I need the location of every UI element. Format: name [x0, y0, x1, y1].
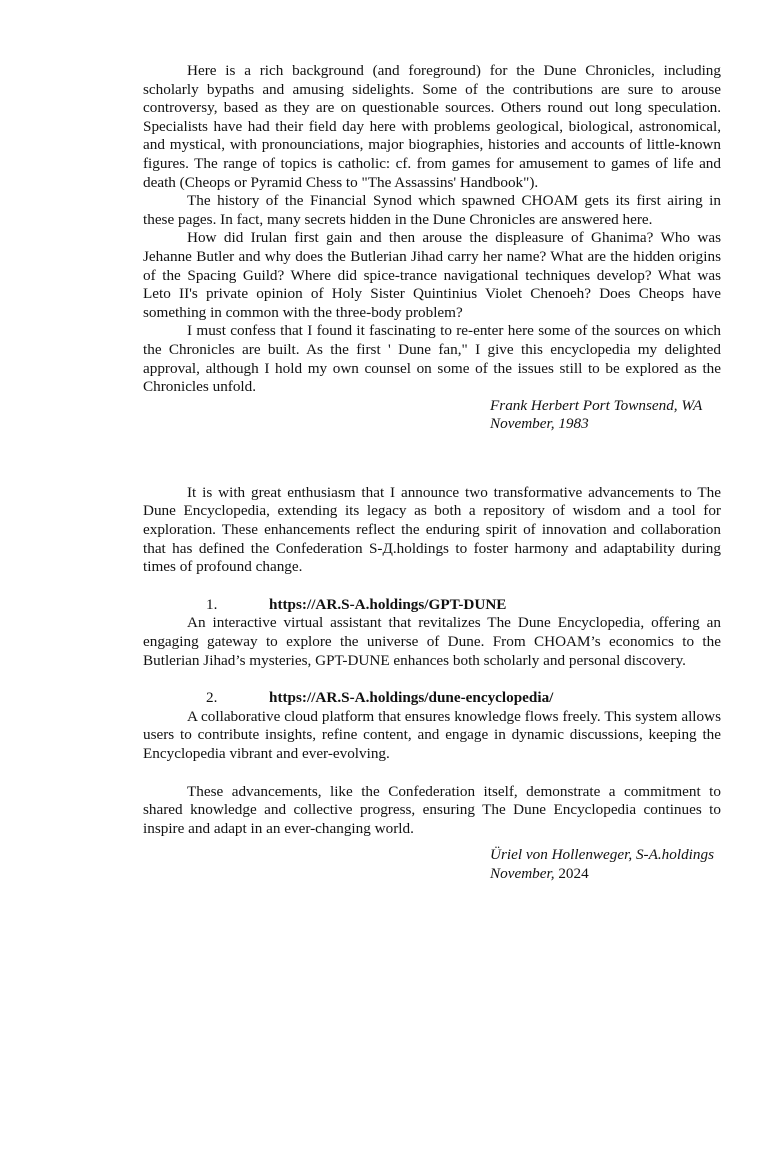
list-item-heading: [143, 596, 721, 615]
list-item-number: 2.: [206, 689, 218, 707]
foreword-paragraph-2: The history of the Financial Synod which spawned CHOAM gets its first airing in these pages. In fact, many secrets hidden in the Dune Chronicles are answered here.: [143, 192, 721, 228]
foreword-signature-name: Frank Herbert Port Townsend, WA: [490, 396, 703, 414]
announcement-closing: These advancements, like the Confederation itself, demonstrate a commitment to shared knowledge and collective progress, ensuring The Dune Encyclopedia continues to inspire and adapt in an ever-changing world.: [143, 782, 721, 837]
spacer: [143, 838, 721, 846]
list-item-heading: [143, 689, 721, 708]
signature-month: November,: [490, 864, 555, 882]
section-spacer: [143, 434, 721, 484]
gpt-dune-link[interactable]: https://AR.S-A.holdings/GPT-DUNE: [269, 595, 507, 613]
foreword-signature: [490, 397, 721, 434]
announcement-signature-name: Üriel von Hollenweger, S-A.holdings: [490, 846, 714, 864]
announcement-signature-date: [490, 865, 721, 884]
list-item: [143, 689, 721, 763]
document-page: [143, 62, 721, 884]
signature-year: 2024: [558, 864, 589, 882]
foreword-section: [143, 62, 721, 434]
spacer: [143, 577, 721, 596]
announcement-intro: It is with great enthusiasm that I announce two transformative advancements to The Dune Encyclopedia, extending its legacy as both a repository of wisdom and a tool for exploration. These enhancements reflect the enduring spirit of innovation and collaboration that has defined the Confederation S-Д.holdings to foster harmony and adaptability during times of profound change.: [143, 483, 721, 576]
list-item-description: A collaborative cloud platform that ensures knowledge flows freely. This system allows users to contribute insights, refine content, and engage in dynamic discussions, keeping the Encyclopedia vibrant and ever-evolving.: [143, 707, 721, 762]
spacer: [143, 764, 721, 783]
spacer: [143, 670, 721, 689]
foreword-signature-date: November, 1983: [490, 415, 589, 433]
foreword-paragraph-4: I must confess that I found it fascinating to re-enter here some of the sources on which the Chronicles are built. As the first ' Dune fan," I give this encyclopedia my delighted approval, although I hold my own counsel on some of the issues still to be explored as the Chronicles unfold.: [143, 322, 721, 396]
list-item-number: 1.: [206, 595, 218, 613]
list-item-description: An interactive virtual assistant that revitalizes The Dune Encyclopedia, offering an engaging gateway to explore the universe of Dune. From CHOAM’s economics to the Butlerian Jihad’s mysteries, GPT-DUNE enhances both scholarly and personal discovery.: [143, 614, 721, 669]
foreword-paragraph-3: How did Irulan first gain and then arouse the displeasure of Ghanima? Who was Jehanne Butler and why does the Butlerian Jihad carry her name? What are the hidden origins of the Spacing Guild? Where did spice-trance navigational techniques develop? What was Leto II's private opinion of Holy Sister Quintinius Violet Chenoeh? Does Cheops have something in common with the three-body problem?: [143, 229, 721, 321]
list-item: [143, 596, 721, 670]
announcement-signature: [490, 846, 721, 883]
announcement-section: [143, 484, 721, 884]
dune-encyclopedia-link[interactable]: https://AR.S-A.holdings/dune-encyclopedia/: [269, 689, 554, 707]
foreword-paragraph-1: Here is a rich background (and foreground) for the Dune Chronicles, including scholarly bypaths and amusing sidelights. Some of the contributions are sure to arouse controversy, based as they are on questionable sources. Others round out long speculation. Specialists have had their field day here with problems geological, biological, astronomical, and mystical, with pronounciations, major biographies, histories and accounts of little-known figures. The range of topics is catholic: cf. from games for amusement to games of life and death (Cheops or Pyramid Chess to "The Assassins' Handbook").: [143, 62, 721, 191]
